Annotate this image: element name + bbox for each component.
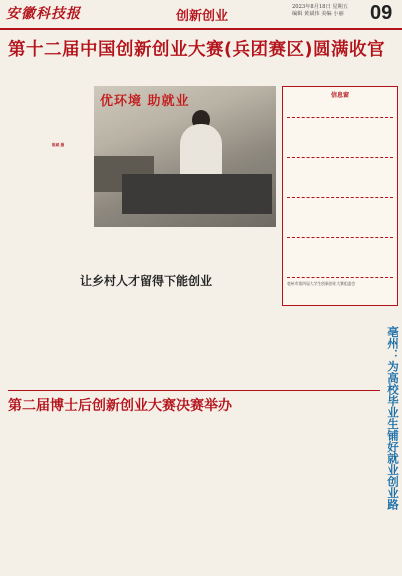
story2-body bbox=[8, 290, 280, 388]
story3-headline: 第二届博士后创新创业大赛决赛举办 bbox=[8, 398, 232, 414]
info-box bbox=[282, 86, 398, 306]
divider bbox=[287, 117, 393, 118]
divider bbox=[287, 157, 393, 158]
lead-body-top bbox=[8, 60, 394, 84]
photo-title: 优环境 助就业 bbox=[100, 94, 190, 109]
paper-logo: 安徽科技报 bbox=[6, 6, 81, 22]
photo-caption bbox=[52, 142, 90, 148]
lead-body-bottom bbox=[8, 232, 278, 270]
story3-body bbox=[8, 416, 380, 566]
issue-date: 2023年8月18日 星期五 bbox=[292, 4, 348, 10]
side-headline: 亳州：为高校毕业生铺好就业创业路 bbox=[386, 326, 400, 510]
lead-headline: 第十二届中国创新创业大赛(兵团赛区)圆满收官 bbox=[8, 40, 385, 60]
masthead bbox=[0, 0, 402, 30]
photo-shape bbox=[122, 174, 272, 214]
lead-body-col1 bbox=[8, 86, 50, 226]
divider bbox=[287, 197, 393, 198]
side-body bbox=[286, 310, 380, 388]
section-rule bbox=[8, 390, 380, 391]
issue-meta bbox=[292, 4, 372, 18]
info-box-title: 信息窗 bbox=[330, 92, 349, 99]
info-box-footer: 亳州市第四届大学生创新创业大赛组委会 bbox=[287, 281, 356, 286]
photo-credit: 陈斌 摄 bbox=[52, 143, 65, 147]
editor-line: 编辑 黄斌伟 美编 小丽 bbox=[292, 11, 344, 17]
lead-photo bbox=[94, 86, 276, 227]
page-number: 09 bbox=[370, 2, 393, 24]
section-title: 创新创业 bbox=[176, 9, 229, 24]
divider bbox=[287, 237, 393, 238]
divider bbox=[287, 277, 393, 278]
story2-headline: 让乡村人才留得下能创业 bbox=[80, 274, 213, 288]
